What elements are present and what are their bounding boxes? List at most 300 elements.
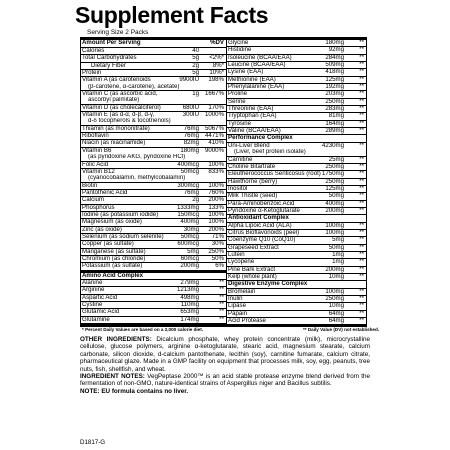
nutrient-name: (cyanocobalamin, methylcobalamin): [88, 175, 186, 182]
amount-value: 4230mg: [321, 142, 344, 149]
amount-value: 82mg: [183, 140, 199, 147]
left-rows-row: [81, 126, 226, 133]
nutrient-name: Alpha Lipoic Acid (ALA): [228, 222, 292, 229]
left-rows-row: [81, 133, 226, 140]
daily-value: **: [359, 274, 364, 280]
daily-value: **: [359, 318, 364, 325]
amount-value: 250mg: [325, 178, 344, 185]
nutrient-name: Biotin: [82, 182, 98, 189]
amount-value: 76mg: [183, 133, 199, 140]
daily-value: **: [359, 222, 364, 229]
right-rows-row: [227, 106, 366, 113]
daily-value: **: [359, 47, 364, 54]
nutrient-name: Riboflavin: [82, 133, 109, 140]
left-rows-row: [81, 70, 226, 77]
amount-value: 92mg: [328, 47, 344, 54]
left-rows-row: [81, 118, 226, 125]
left-rows-row: [81, 234, 226, 241]
right-rows-row: [227, 201, 366, 208]
left-rows-row: [81, 263, 226, 270]
footnote-dv: ** Daily Value (DV) not established.: [303, 327, 380, 332]
right-column: [227, 40, 366, 325]
nutrient-name: Bromelain: [228, 288, 256, 295]
right-rows-row: [227, 47, 366, 54]
right-rows-row: [227, 121, 366, 128]
left-rows-row: [81, 84, 226, 91]
nutrient-name: Copper (as sulfate): [82, 241, 134, 248]
nutrient-name: Papain: [228, 310, 247, 317]
amount-value: 110mg: [180, 302, 199, 309]
daily-value: 6%: [215, 263, 224, 270]
amount-value: 10mg: [328, 303, 344, 310]
daily-value: **: [359, 69, 364, 76]
right-rows-row: [227, 157, 366, 164]
nutrient-name: Lysine (EAA): [228, 69, 264, 76]
nutrient-name: Kelp (whole plant): [228, 274, 277, 280]
nutrient-name: Inositol: [228, 185, 248, 192]
nutrient-name: ascorbyl palmitate): [88, 97, 140, 104]
left-rows-row: [81, 249, 226, 256]
nutrient-name: (Liver, beef protein isolate): [234, 149, 306, 156]
daily-value: **: [359, 171, 364, 178]
amount-value: 50mcg: [180, 233, 199, 240]
amount-value: 203mg: [325, 91, 344, 98]
amount-value: 5mg: [332, 237, 344, 244]
nutrient-name: Vitamin E (as d-α, d-β, d-γ,: [82, 112, 155, 119]
nutrient-name: Glutamic Acid: [82, 309, 120, 316]
amount-header: Amount Per Serving: [82, 40, 141, 46]
daily-value: 50%: [211, 255, 224, 262]
nutrient-name: d-δ tocopherols & tocotrienols): [88, 118, 171, 125]
other-ingredients-label: OTHER INGREDIENTS:: [80, 336, 152, 343]
daily-value: **: [359, 106, 364, 113]
amount-value: 180mg: [180, 147, 199, 154]
ingredients-block: [80, 336, 370, 395]
right-rows-row: [227, 135, 366, 142]
daily-value: **: [359, 229, 364, 236]
nutrient-name: Total Carbohydrates: [82, 55, 137, 62]
amount-value: 50mg: [328, 193, 344, 200]
nutrient-name: Proline: [228, 91, 247, 98]
enzyme-section-title: [227, 281, 366, 288]
amount-value: 76mg: [183, 189, 199, 196]
nutrient-name: Chromium (as chloride): [82, 255, 146, 262]
left-rows-row: [81, 162, 226, 169]
amino-list: [81, 280, 226, 324]
nutrient-name: Milk Thistle (seed): [228, 193, 278, 200]
right-rows-row: [227, 40, 366, 47]
daily-value: **: [359, 62, 364, 69]
left-rows-row: [81, 55, 226, 62]
daily-value: **: [359, 244, 364, 251]
daily-value: **: [219, 294, 224, 301]
nutrient-name: Grapeseed Extract: [228, 244, 279, 251]
nutrient-name: Coenzyme Q10 (CoQ10): [228, 237, 296, 244]
nutrient-name: (as pyridoxine AKG, pyridoxine HCl): [88, 154, 186, 161]
nutrient-name: Antioxidant Complex: [228, 215, 289, 222]
ingredient-notes-label: INGREDIENT NOTES:: [80, 373, 145, 381]
daily-value: <2%*: [209, 55, 224, 62]
left-rows-row: [81, 140, 226, 147]
amount-value: 150mcg: [177, 211, 199, 218]
nutrient-name: Vitamin A (as carotenoids: [82, 77, 151, 84]
daily-value: **: [359, 54, 364, 61]
daily-value: 410%: [208, 140, 224, 147]
nutrient-name: Performance Complex: [228, 135, 293, 142]
daily-value: **: [359, 178, 364, 185]
nutrient-name: Histidine: [228, 47, 252, 54]
nutrient-name: Glycine: [228, 40, 249, 46]
amount-value: 283mg: [325, 106, 344, 113]
column-divider: [226, 40, 227, 324]
daily-value: 1667%: [205, 91, 224, 98]
daily-value: **: [219, 280, 224, 286]
nutrient-name: Tyrosine: [228, 120, 252, 127]
daily-value: **: [359, 288, 364, 295]
right-rows-row: [227, 215, 366, 222]
right-rows-row: [227, 259, 366, 266]
daily-value: **: [219, 309, 224, 316]
daily-value: **: [359, 40, 364, 46]
amount-value: 509mg: [325, 62, 344, 69]
nutrient-name: Lycopene: [228, 259, 255, 266]
nutrient-name: Serine: [228, 98, 246, 105]
amount-value: 180mg: [325, 40, 344, 46]
amount-value: 600mcg: [177, 241, 199, 248]
nutrient-name: Aspartic Acid: [82, 294, 118, 301]
nutrient-name: Pine Bark Extract: [228, 266, 276, 273]
amount-value: 1mg: [332, 259, 344, 266]
left-rows-row: [81, 197, 226, 204]
amount-value: 2g: [192, 62, 199, 69]
amino-rows-row: [81, 309, 226, 316]
right-rows-row: [227, 179, 366, 186]
nutrient-name: Para-Aminobenzoic Acid: [228, 200, 295, 207]
daily-value: **: [359, 310, 364, 317]
daily-value: **: [359, 303, 364, 310]
nutrient-name: Alanine: [82, 280, 103, 286]
daily-value: 100%: [208, 219, 224, 226]
amount-value: 279mg: [180, 280, 199, 286]
enzyme-rows-row: [227, 289, 366, 296]
daily-value: 30%: [211, 241, 224, 248]
daily-value: 200%: [208, 226, 224, 233]
daily-value: **: [359, 120, 364, 127]
amount-value: 9900IU: [179, 77, 199, 84]
nutrient-name: Hawthorne (berry): [228, 178, 278, 185]
daily-value: **: [359, 128, 364, 135]
amount-value: 289mg: [325, 128, 344, 135]
amount-value: 64mg: [328, 310, 344, 317]
nutrient-name: Potassium (as sulfate): [82, 263, 143, 270]
right-rows-row: [227, 77, 366, 84]
amount-value: 64mg: [328, 318, 344, 325]
right-rows-row: [227, 252, 366, 259]
nutrient-name: Arginine: [82, 287, 105, 294]
amount-value: 40: [192, 48, 199, 54]
amount-value: 250mg: [325, 163, 344, 170]
daily-value: 100%: [208, 182, 224, 189]
daily-value: 100%: [208, 161, 224, 168]
nutrient-name: Pantothenic Acid: [82, 189, 128, 196]
product-code: D1817-G: [80, 439, 106, 446]
nutrient-name: Eleutherococcus Senticosus (root): [228, 171, 321, 178]
right-rows-row: [227, 84, 366, 91]
nutrient-name: Dietary Fiber: [91, 62, 126, 69]
header-row: [81, 40, 226, 48]
nutrient-name: Isoleucine (BCAA/EAA): [228, 54, 292, 61]
nutrient-name: Selenium (as sodium selenite): [82, 233, 164, 240]
amount-value: 1750mg: [321, 171, 344, 178]
nutrient-name: Citrus Bioflavonoids (peel): [228, 229, 300, 236]
right-rows-row: [227, 99, 366, 106]
amount-value: 100mg: [325, 229, 344, 236]
daily-value: **: [359, 185, 364, 192]
daily-value: **: [359, 259, 364, 266]
nutrient-name: Choline Bitartrate: [228, 163, 276, 170]
amount-value: 200mg: [325, 266, 344, 273]
nutrient-name: Protein: [82, 70, 102, 77]
daily-value: **: [359, 200, 364, 207]
amount-value: 418mg: [325, 69, 344, 76]
nutrient-name: Vitamin B6: [82, 147, 112, 154]
enzyme-rows-row: [227, 296, 366, 303]
daily-value: **: [359, 156, 364, 163]
amino-rows-row: [81, 287, 226, 294]
right-rows-row: [227, 171, 366, 178]
amount-value: 5g: [192, 70, 199, 77]
amount-value: 174mg: [180, 316, 199, 323]
bottom-rule: [81, 324, 366, 326]
amount-value: 10mg: [328, 274, 344, 280]
nutrient-name: Acid Protease: [228, 318, 266, 325]
daily-value: 10%*: [209, 70, 224, 77]
nutrient-name: Threonine (EAA): [228, 106, 274, 113]
daily-value: **: [359, 113, 364, 120]
daily-value: **: [359, 142, 364, 149]
nutrient-name: Magnesium (as oxide): [82, 219, 142, 226]
right-rows-row: [227, 230, 366, 237]
daily-value: **: [359, 251, 364, 258]
right-rows-row: [227, 193, 366, 200]
right-rows-row: [227, 208, 366, 215]
right-rows-row: [227, 69, 366, 76]
nutrient-name: (β-carotene, α-carotene), acetate): [88, 83, 180, 90]
amount-value: 164mg: [325, 120, 344, 127]
nutrient-name: Calcium: [82, 197, 105, 204]
amino-rows-row: [81, 280, 226, 287]
nutrient-name: Phenylalanine (EAA): [228, 84, 285, 91]
enzyme-rows-row: [227, 311, 366, 318]
daily-value: 200%: [208, 197, 224, 204]
nutrient-name: Manganese (as sulfate): [82, 248, 146, 255]
left-rows-row: [81, 205, 226, 212]
nutrient-name: Calories: [82, 48, 105, 54]
nutrient-name: Lutein: [228, 251, 245, 258]
daily-value: 9000%: [205, 147, 224, 154]
amount-value: 5mg: [187, 248, 199, 255]
nutrient-name: Niacin (as niacinamide): [82, 140, 146, 147]
amount-value: 1333mg: [176, 204, 199, 211]
daily-value: 100%: [208, 211, 224, 218]
amount-value: 653mg: [180, 309, 199, 316]
nutrient-name: Thiamin (as mononitrate): [82, 125, 150, 132]
nutrient-name: Iodine (as potassium iodide): [82, 211, 159, 218]
nutrient-name: Phosphorus: [82, 204, 115, 211]
nutrient-name: Methionine (EAA): [228, 76, 276, 83]
footnote-percent: * Percent Daily Values are based on a 2,000 calorie diet.: [82, 327, 204, 332]
amount-value: 100mg: [325, 288, 344, 295]
facts-panel: [80, 37, 367, 327]
left-rows-row: [81, 48, 226, 55]
daily-value: 198%: [208, 77, 224, 84]
left-rows-row: [81, 227, 226, 234]
left-rows-row: [81, 175, 226, 182]
daily-value: **: [219, 316, 224, 323]
nutrient-name: Glutamine: [82, 316, 110, 323]
right-rows-row: [227, 186, 366, 193]
daily-value: 133%: [208, 204, 224, 211]
left-column: [81, 40, 226, 324]
amount-value: 81mg: [328, 113, 344, 120]
nutrient-name: Uni-Liver Blend: [228, 142, 270, 149]
right-nutrient-list: [227, 40, 366, 281]
daily-value: **: [359, 193, 364, 200]
daily-value: **: [359, 76, 364, 83]
right-rows-row: [227, 245, 366, 252]
daily-value: 5067%: [205, 125, 224, 132]
right-rows-row: [227, 164, 366, 171]
daily-value: 4471%: [205, 133, 224, 140]
right-rows-row: [227, 267, 366, 274]
amount-value: 25mg: [328, 156, 344, 163]
daily-value: **: [359, 296, 364, 303]
nutrient-name: Zinc (as oxide): [82, 226, 122, 233]
amount-value: 680IU: [182, 104, 199, 111]
nutrient-name: Pyridoxine α-Ketoglutarate: [228, 207, 300, 214]
daily-value: **: [359, 163, 364, 170]
daily-value: 71%: [211, 233, 224, 240]
enzyme-rows-row: [227, 303, 366, 310]
daily-value: 250%: [208, 248, 224, 255]
nutrient-name: Vitamin C (as ascorbic acid,: [82, 91, 158, 98]
left-rows-row: [81, 190, 226, 197]
right-rows-row: [227, 62, 366, 69]
amount-value: 125mg: [325, 185, 344, 192]
nutrient-name: Vitamin B12: [82, 168, 115, 175]
daily-value: **: [359, 207, 364, 214]
right-rows-row: [227, 128, 366, 135]
amount-value: 50mcg: [180, 168, 199, 175]
daily-value: 1000%: [205, 112, 224, 119]
amount-value: 1g: [192, 91, 199, 98]
daily-value: **: [219, 302, 224, 309]
nutrient-name: Vitamin D (as cholecalciferol): [82, 104, 161, 111]
left-rows-row: [81, 154, 226, 161]
amount-value: 76mg: [183, 125, 199, 132]
amount-value: 200mg: [325, 207, 344, 214]
nutrient-name: Leucine (BCAA/EAA): [228, 62, 286, 69]
daily-value: 760%: [208, 189, 224, 196]
left-rows-row: [81, 105, 226, 112]
amount-value: 400mcg: [177, 161, 199, 168]
amino-rows-row: [81, 295, 226, 302]
other-ingredients-text: Dicalcium phosphate, whey protein concentrate (milk), microcrystalline cellulose, glucose polymers, arginine α-ketoglutarate, stearic acid, magnesium stearate, calcium carbonate, silicon dioxide, d-calcium pantothenate, lecithin (soy), carnitine fumarate, calcium citrate, pharmaceutical glaze. Made in a GMP facility on equipment that processes milk, soy, egg, peanuts, tree nuts, fish, shellfish, and wheat.: [80, 336, 370, 373]
nutrient-name: Cystine: [82, 302, 103, 309]
amount-value: 100mg: [325, 222, 344, 229]
eu-note: NOTE: EU formula contains no liver.: [80, 387, 189, 395]
label-title: Supplement Facts: [75, 2, 269, 28]
amount-value: 300IU: [182, 112, 199, 119]
daily-value: **: [359, 84, 364, 91]
right-rows-row: [227, 91, 366, 98]
daily-value: **: [359, 98, 364, 105]
right-rows-row: [227, 274, 366, 281]
right-rows-row: [227, 237, 366, 244]
daily-value: 833%: [208, 168, 224, 175]
amino-rows-row: [81, 317, 226, 324]
right-rows-row: [227, 149, 366, 156]
serving-size: Serving Size 2 Packs: [87, 29, 149, 36]
amount-value: 1213mg: [176, 287, 199, 294]
nutrient-name: Tryptophan (EAA): [228, 113, 277, 120]
daily-value: 8%*: [212, 62, 224, 69]
enzyme-title: Digestive Enzyme Complex: [228, 281, 308, 288]
amount-value: 400mg: [325, 200, 344, 207]
amount-value: 498mg: [180, 294, 199, 301]
dv-header: %DV: [210, 40, 224, 46]
ingredient-notes-text: VegPeptase 2000™ is an acid stable protease enzyme blend derived from the fermentation of non-GMO, nature-identical strains of Aspergillus niger and Bacillus subtilis.: [80, 373, 370, 388]
nutrient-name: Folic Acid: [82, 161, 109, 168]
amount-value: 284mg: [325, 54, 344, 61]
amino-title: Amino Acid Complex: [82, 272, 144, 279]
left-rows-row: [81, 97, 226, 104]
right-rows-row: [227, 223, 366, 230]
amount-value: 60mcg: [180, 255, 199, 262]
enzyme-list: [227, 289, 366, 326]
amount-value: 2g: [192, 197, 199, 204]
daily-value: **: [219, 287, 224, 294]
amount-value: 250mg: [325, 296, 344, 303]
amount-value: 300mcg: [177, 182, 199, 189]
nutrient-name: Lipase: [228, 303, 246, 310]
left-rows-row: [81, 183, 226, 190]
nutrient-name: Valine (BCAA/EAA): [228, 128, 281, 135]
amount-value: 200mg: [180, 263, 199, 270]
amino-rows-row: [81, 302, 226, 309]
right-rows-row: [227, 55, 366, 62]
daily-value: **: [359, 91, 364, 98]
amount-value: 30mg: [183, 226, 199, 233]
daily-value: **: [359, 237, 364, 244]
amount-value: 250mg: [325, 98, 344, 105]
daily-value: 170%: [208, 104, 224, 111]
amount-value: 5g: [192, 55, 199, 62]
nutrient-name: Inulin: [228, 296, 243, 303]
amount-value: 1mg: [332, 251, 344, 258]
left-rows-row: [81, 212, 226, 219]
amount-value: 50mg: [328, 244, 344, 251]
left-nutrient-list: [81, 48, 226, 271]
amino-section-title: [81, 273, 226, 280]
nutrient-name: Carnitine: [228, 156, 253, 163]
right-rows-row: [227, 113, 366, 120]
amount-value: 192mg: [325, 84, 344, 91]
amount-value: 125mg: [325, 76, 344, 83]
daily-value: **: [359, 266, 364, 273]
left-rows-row: [81, 63, 226, 70]
amount-value: 400mg: [180, 219, 199, 226]
